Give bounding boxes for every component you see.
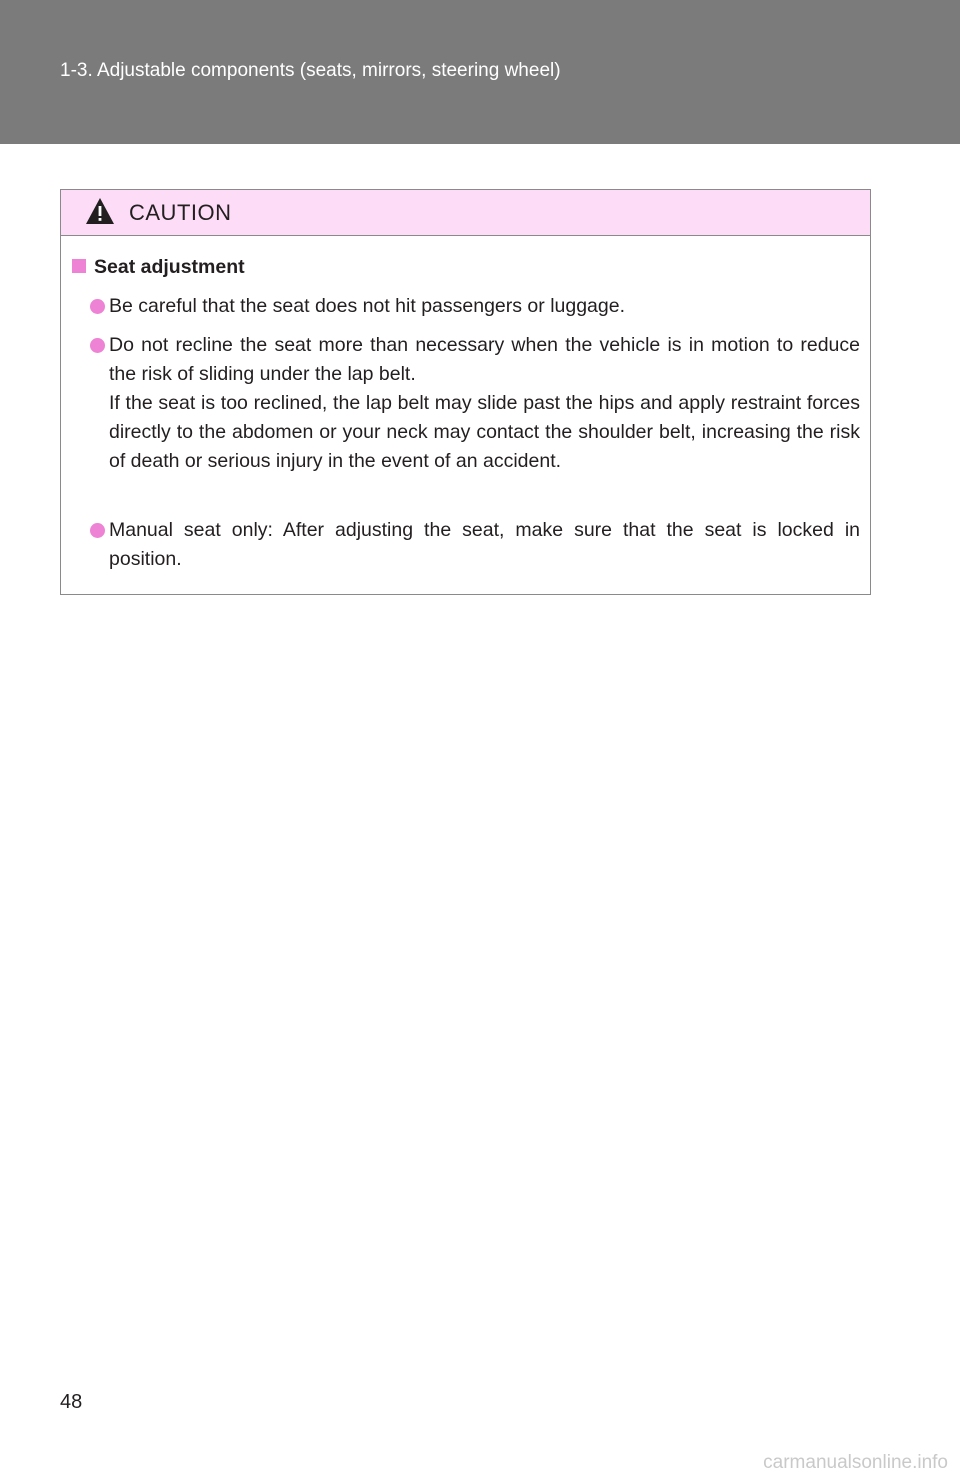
caution-box [60, 189, 871, 595]
watermark: carmanualsonline.info [763, 1452, 948, 1473]
warning-triangle-icon [85, 197, 115, 225]
subhead-seat-adjustment [72, 256, 245, 279]
caution-label: CAUTION [129, 200, 232, 225]
caution-header [61, 190, 870, 236]
caution-item-2 [90, 331, 860, 476]
caution-item-text: Be careful that the seat does not hit passengers or luggage. [109, 295, 626, 317]
square-bullet-icon [72, 259, 86, 273]
caution-item-text: Do not recline the seat more than necessary when the vehicle is in motion to reduce the risk of sliding under the lap belt. [109, 334, 860, 385]
caution-item-text: Manual seat only: After adjusting the seat, make sure that the seat is locked in position. [109, 519, 860, 570]
caution-item-text-continued: If the seat is too reclined, the lap belt may slide past the hips and apply restraint forces directly to the abdomen or your neck may contact the shoulder belt, increasing the risk of death or serious injury in the event of an accident. [109, 392, 860, 472]
page-header-band [0, 0, 960, 144]
bullet-dot-icon [90, 299, 105, 314]
bullet-dot-icon [90, 523, 105, 538]
section-title: 1-3. Adjustable components (seats, mirrors, steering wheel) [60, 60, 561, 81]
caution-item-1 [90, 292, 860, 321]
page-number: 48 [60, 1391, 83, 1413]
subhead-text: Seat adjustment [94, 256, 245, 278]
caution-item-3 [90, 516, 860, 574]
bullet-dot-icon [90, 338, 105, 353]
